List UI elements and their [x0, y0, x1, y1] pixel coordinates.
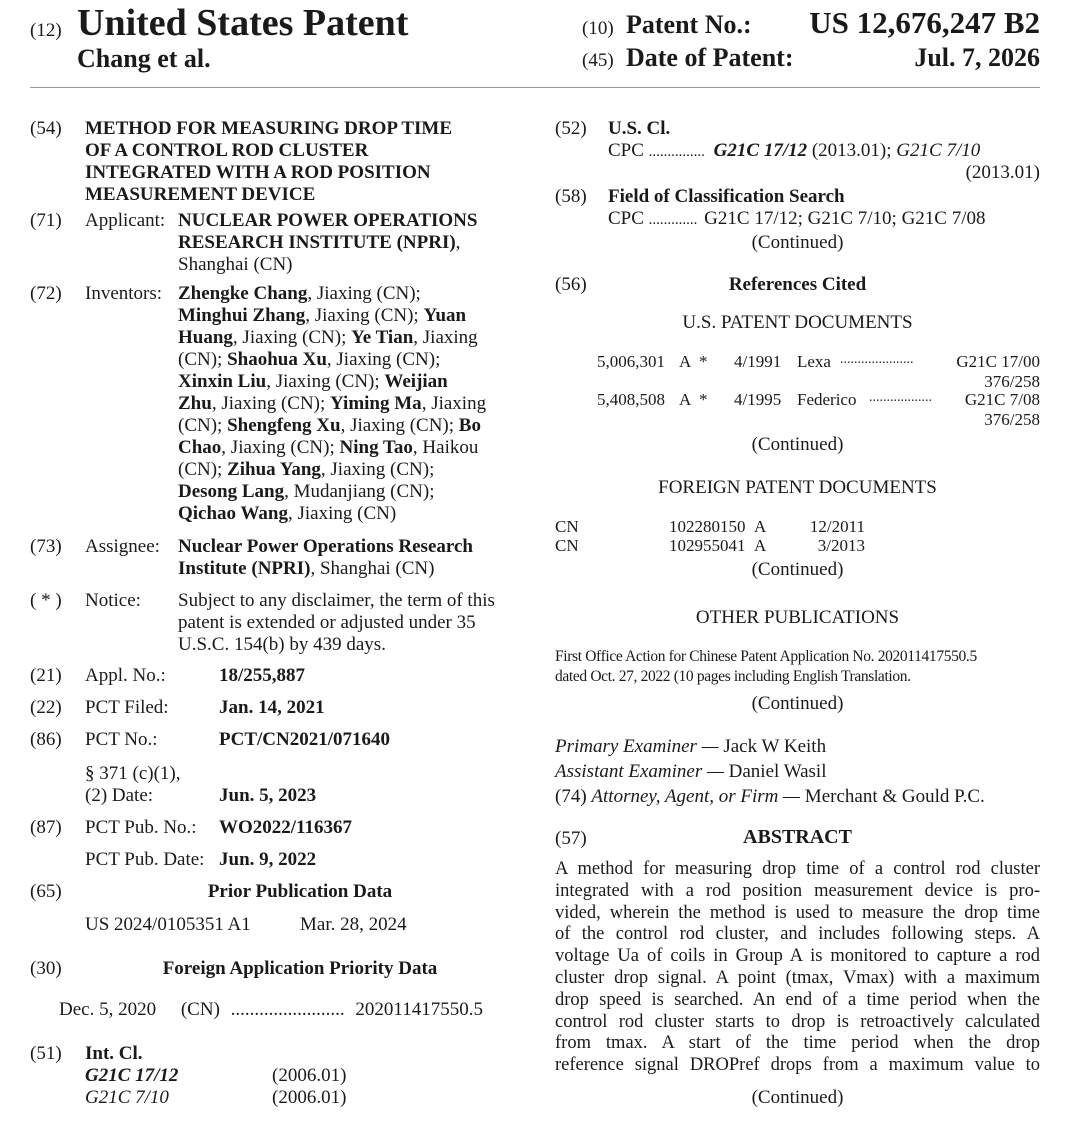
- code-57: (57): [555, 828, 587, 849]
- inventor-name: Ning Tao: [339, 437, 413, 458]
- us-doc-name: Lexa: [797, 352, 831, 371]
- inventor-location: , Jiaxing (CN);: [232, 327, 352, 348]
- pct-pub-no: WO2022/116367: [219, 817, 353, 838]
- first-inventor-et-al: Chang et al.: [77, 44, 211, 73]
- inventor-name: Bo: [458, 415, 481, 436]
- inventor-name: Yiming Ma: [330, 393, 422, 414]
- us-doc-class: G21C 7/08: [964, 390, 1040, 409]
- inventor-location: , Jiaxing (CN);: [340, 415, 459, 436]
- assignee: [178, 536, 518, 580]
- other-publication: [555, 647, 1040, 687]
- priority-app-no: 202011417550.5: [355, 999, 483, 1020]
- inventor-name: Zhengke Chang: [178, 283, 308, 304]
- header-divider: [30, 87, 1040, 88]
- notice-text: [178, 590, 518, 656]
- title-line: MEASUREMENT DEVICE: [85, 184, 316, 205]
- code-86: (86): [30, 729, 62, 750]
- assistant-examiner-name: Daniel Wasil: [728, 761, 827, 782]
- appl-no-label: Appl. No.:: [85, 665, 166, 686]
- us-doc-subclass: 376/258: [984, 410, 1040, 429]
- inventor-line: [178, 415, 518, 437]
- assignee-location: , Shanghai (CN): [310, 558, 435, 579]
- us-doc-class: G21C 17/00: [956, 352, 1040, 371]
- code-71: (71): [30, 210, 62, 231]
- patent-number: US 12,676,247 B2: [809, 5, 1040, 40]
- notice-line: patent is extended or adjusted under 35: [178, 612, 476, 633]
- section-371-label: § 371 (c)(1),: [85, 763, 181, 784]
- code-87: (87): [30, 817, 62, 838]
- us-doc-number: 5,006,301: [597, 352, 665, 371]
- us-doc-subclass: 376/258: [984, 372, 1040, 391]
- foreign-doc-date: 3/2013: [817, 536, 865, 555]
- code-21: (21): [30, 665, 62, 686]
- inventor-name: Desong Lang: [178, 481, 285, 502]
- abstract-line: A method for measuring drop time of a control rod cluster: [555, 859, 1040, 879]
- code-72: (72): [30, 283, 62, 304]
- assignee-label: Assignee:: [85, 536, 160, 557]
- inventor-name: Shengfeng Xu: [227, 415, 341, 436]
- inventors-list: [178, 283, 518, 525]
- other-publications-heading: OTHER PUBLICATIONS: [695, 607, 900, 628]
- inventor-location: , Jiaxing (CN);: [307, 283, 421, 304]
- code-54: (54): [30, 118, 62, 139]
- abstract-line: integrated with a rod position measurement device is pro-: [555, 880, 1040, 901]
- primary-examiner-label: Primary Examiner —: [555, 736, 719, 757]
- inventor-name: Chao: [178, 437, 222, 458]
- inventor-name: Minghui Zhang: [178, 305, 306, 326]
- inventor-location: , Mudanjiang (CN);: [284, 481, 435, 502]
- field-dots: .............: [648, 212, 698, 228]
- attorney-label: Attorney, Agent, or Firm —: [591, 786, 801, 807]
- inventor-line: [178, 437, 518, 459]
- other-publication-line: dated Oct. 27, 2022 (10 pages including English Translation.: [555, 668, 911, 685]
- title-line: INTEGRATED WITH A ROD POSITION: [85, 162, 431, 183]
- code-51: (51): [30, 1043, 62, 1064]
- other-publications-continued: (Continued): [751, 693, 844, 714]
- field-of-search-label: Field of Classification Search: [608, 186, 845, 207]
- inventor-line: [178, 349, 518, 371]
- us-cl-cpc-line: [608, 140, 1040, 162]
- foreign-doc-kind: A: [754, 536, 767, 555]
- abstract-line: drop speed is searched. An end of a time period when the: [555, 989, 1040, 1010]
- inventor-name: Yuan: [423, 305, 467, 326]
- inventor-location: , Jiaxing (CN);: [266, 371, 385, 392]
- code-56: (56): [555, 274, 587, 295]
- patent-title: [85, 118, 525, 206]
- foreign-doc-date: 12/2011: [809, 517, 865, 536]
- title-line: METHOD FOR MEASURING DROP TIME: [85, 118, 453, 139]
- section-371-date-label: (2) Date:: [85, 785, 154, 806]
- abstract-line: of the control rod cluster, and includes following steps. A: [555, 924, 1040, 945]
- foreign-doc-number: 102955041: [669, 536, 746, 555]
- pct-no-label: PCT No.:: [85, 729, 158, 750]
- us-doc-name: Federico: [797, 390, 857, 409]
- cpc-dots: ...............: [648, 144, 705, 160]
- field-of-search-cpc: [608, 208, 1040, 230]
- assignee-name-line: Institute (NPRI): [178, 558, 311, 579]
- foreign-doc-country: CN: [555, 536, 579, 555]
- pct-no: PCT/CN2021/071640: [219, 729, 390, 750]
- abstract-heading: ABSTRACT: [743, 826, 852, 848]
- pct-pub-date-label: PCT Pub. Date:: [85, 849, 205, 870]
- pct-filed-date: Jan. 14, 2021: [219, 697, 325, 718]
- abstract-line: cluster drop signal. A point (tmax, Vmax) with a maximum: [555, 967, 1040, 988]
- us-doc-dots: ..................: [869, 390, 932, 405]
- inventor-location: (CN);: [178, 415, 228, 436]
- primary-examiner: [555, 736, 826, 758]
- date-of-patent: Jul. 7, 2026: [914, 43, 1040, 72]
- code-notice: ( * ): [30, 590, 62, 611]
- foreign-doc-country: CN: [555, 517, 579, 536]
- date-of-patent-label: Date of Patent:: [626, 43, 794, 72]
- us-cl-label: U.S. Cl.: [608, 118, 671, 139]
- code-65: (65): [30, 881, 62, 902]
- section-371-date: Jun. 5, 2023: [219, 785, 317, 806]
- foreign-docs-continued: (Continued): [751, 559, 844, 580]
- inventor-name: Qichao Wang: [178, 503, 288, 524]
- code-74: (74): [555, 786, 587, 807]
- code-73: (73): [30, 536, 62, 557]
- inventor-line: [178, 283, 518, 305]
- inventor-name: Shaohua Xu: [227, 349, 327, 370]
- inventor-line: [178, 481, 518, 503]
- cpc-year: (2013.01);: [811, 140, 892, 161]
- abstract-line: voltage Ua of coils in Group A is monitored to capture a rod: [555, 946, 1040, 967]
- code-10: (10): [582, 18, 614, 39]
- abstract-text: [555, 859, 1040, 1077]
- int-cl-code: G21C 7/10: [85, 1087, 169, 1108]
- us-docs-continued: (Continued): [751, 434, 844, 455]
- inventor-location: , Jiaxing: [421, 393, 487, 414]
- inventor-location: , Haikou: [412, 437, 479, 458]
- primary-examiner-name: Jack W Keith: [723, 736, 827, 757]
- int-cl-year: (2006.01): [272, 1065, 347, 1086]
- us-doc-star: *: [699, 352, 708, 371]
- attorney-name: Merchant & Gould P.C.: [804, 786, 985, 807]
- appl-no: 18/255,887: [219, 665, 306, 686]
- inventor-name: Zihua Yang: [227, 459, 321, 480]
- applicant-name-line: RESEARCH INSTITUTE (NPRI): [178, 232, 456, 253]
- prior-publication-date: Mar. 28, 2024: [300, 914, 407, 935]
- abstract-line: from tmax. A start of the time period when the drop: [555, 1033, 1040, 1054]
- inventor-location: , Jiaxing (CN): [287, 503, 397, 524]
- us-doc-date: 4/1995: [734, 390, 782, 409]
- pct-pub-date: Jun. 9, 2022: [219, 849, 317, 870]
- assignee-name-line: Nuclear Power Operations Research: [178, 536, 473, 557]
- int-cl-label: Int. Cl.: [85, 1043, 143, 1064]
- assistant-examiner-label: Assistant Examiner —: [555, 761, 724, 782]
- us-doc-star: *: [699, 390, 708, 409]
- foreign-priority-entry: [59, 999, 519, 1021]
- other-publication-line: First Office Action for Chinese Patent Application No. 202011417550.5: [555, 648, 977, 665]
- inventor-line: [178, 393, 518, 415]
- cpc-code: G21C 17/12: [713, 140, 808, 161]
- us-docs-heading: U.S. PATENT DOCUMENTS: [682, 312, 913, 333]
- inventor-line: [178, 305, 518, 327]
- abstract-line: control rod cluster starts to drop is retroactively calculated: [555, 1011, 1040, 1032]
- inventor-name: Ye Tian: [351, 327, 414, 348]
- field-cpc-label: CPC: [608, 208, 644, 229]
- cpc-label: CPC: [608, 140, 644, 161]
- abstract-continued: (Continued): [751, 1087, 844, 1108]
- title-line: OF A CONTROL ROD CLUSTER: [85, 140, 369, 161]
- inventor-location: , Jiaxing (CN);: [211, 393, 331, 414]
- assistant-examiner: [555, 761, 827, 783]
- patent-number-label: Patent No.:: [626, 10, 752, 39]
- inventor-location: , Jiaxing (CN);: [221, 437, 340, 458]
- inventor-location: (CN);: [178, 349, 228, 370]
- inventor-line: [178, 327, 518, 349]
- code-22: (22): [30, 697, 62, 718]
- us-doc-kind: A: [679, 352, 692, 371]
- inventor-location: , Jiaxing (CN);: [305, 305, 424, 326]
- foreign-doc-number: 102280150: [669, 517, 746, 536]
- prior-publication-heading: Prior Publication Data: [207, 881, 393, 902]
- int-cl-year: (2006.01): [272, 1087, 347, 1108]
- code-52: (52): [555, 118, 587, 139]
- notice-line: U.S.C. 154(b) by 439 days.: [178, 634, 386, 655]
- inventor-name: Zhu: [178, 393, 212, 414]
- foreign-docs-heading: FOREIGN PATENT DOCUMENTS: [658, 477, 937, 498]
- code-58: (58): [555, 186, 587, 207]
- cpc-code: G21C 7/10: [896, 140, 981, 161]
- document-type: United States Patent: [77, 2, 409, 44]
- us-doc-kind: A: [679, 390, 692, 409]
- foreign-priority-heading: Foreign Application Priority Data: [162, 958, 438, 979]
- applicant-name-line: NUCLEAR POWER OPERATIONS: [178, 210, 478, 231]
- pct-filed-label: PCT Filed:: [85, 697, 169, 718]
- inventor-location: (CN);: [178, 459, 228, 480]
- priority-dots: ........................: [230, 999, 345, 1020]
- prior-publication-number: US 2024/0105351 A1: [85, 914, 251, 935]
- code-12: (12): [30, 20, 62, 41]
- inventor-name: Xinxin Liu: [178, 371, 267, 392]
- inventors-label: Inventors:: [85, 283, 163, 304]
- patent-header: [0, 0, 1080, 90]
- int-cl-code: G21C 17/12: [85, 1065, 179, 1086]
- priority-country: (CN): [180, 999, 220, 1020]
- us-doc-dots: .....................: [840, 352, 914, 367]
- us-doc-number: 5,408,508: [597, 390, 665, 409]
- code-45: (45): [582, 50, 614, 71]
- code-30: (30): [30, 958, 62, 979]
- abstract-line: vided, wherein the method is used to measure the drop time: [555, 902, 1040, 923]
- field-codes: G21C 17/12; G21C 7/10; G21C 7/08: [704, 208, 986, 229]
- inventor-location: , Jiaxing: [413, 327, 478, 348]
- applicant-location: Shanghai (CN): [178, 254, 293, 275]
- inventor-name: Weijian: [384, 371, 448, 392]
- attorney: [555, 786, 985, 808]
- inventor-line: [178, 371, 518, 393]
- applicant-punct: ,: [455, 232, 461, 253]
- inventor-line: [178, 503, 518, 525]
- field-continued: (Continued): [751, 232, 844, 253]
- applicant-label: Applicant:: [85, 210, 166, 231]
- cpc-year: (2013.01): [965, 162, 1040, 183]
- applicant: [178, 210, 518, 276]
- inventor-location: , Jiaxing (CN);: [320, 459, 435, 480]
- inventor-location: , Jiaxing (CN);: [326, 349, 441, 370]
- priority-date: Dec. 5, 2020: [59, 999, 157, 1020]
- foreign-doc-kind: A: [754, 517, 767, 536]
- notice-line: Subject to any disclaimer, the term of this: [178, 590, 495, 611]
- notice-label: Notice:: [85, 590, 141, 611]
- pct-pub-no-label: PCT Pub. No.:: [85, 817, 197, 838]
- references-heading: References Cited: [728, 274, 867, 295]
- abstract-line: reference signal DROPref drops from a maximum value to: [555, 1055, 1040, 1076]
- inventor-line: [178, 459, 518, 481]
- us-doc-date: 4/1991: [734, 352, 782, 371]
- inventor-name: Huang: [178, 327, 233, 348]
